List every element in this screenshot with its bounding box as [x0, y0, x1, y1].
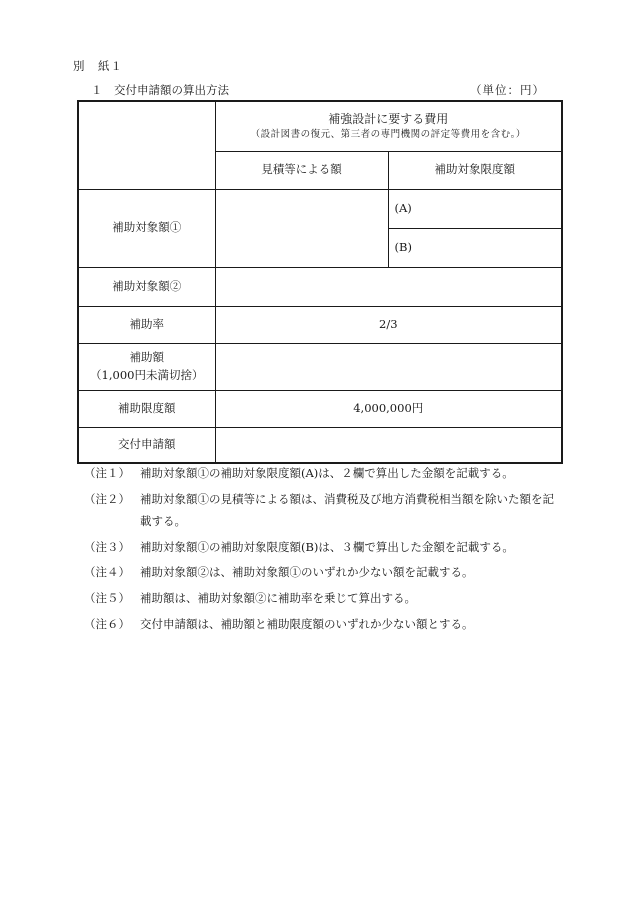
note-text: 補助額は、補助対象額②に補助率を乗じて算出する。	[140, 591, 416, 606]
note-item	[84, 489, 564, 533]
row-amount-line1: 補助額	[129, 350, 164, 365]
note-label: （注１）	[84, 466, 130, 480]
note-label: （注５）	[84, 591, 130, 606]
row-apply-label: 交付申請額	[78, 427, 215, 463]
cost-subheader: （設計図書の復元、第三者の専門機関の評定等費用を含む。）	[250, 129, 526, 141]
note-label: （注６）	[84, 617, 130, 632]
rate-value: 2/3	[215, 306, 562, 343]
row-max-label: 補助限度額	[78, 390, 215, 427]
notes-list	[84, 463, 564, 640]
attachment-label: 別 紙１	[73, 59, 123, 73]
note-text: 補助対象額①の見積等による額は、消費税及び地方消費税相当額を除いた額を記載する。	[140, 491, 554, 528]
cost-header: 補強設計に要する費用	[328, 112, 449, 127]
note-text: 交付申請額は、補助額と補助限度額のいずれか少ない額とする。	[140, 617, 474, 632]
note-label: （注４）	[84, 565, 130, 580]
note-item	[84, 614, 564, 636]
row-amount-line2: （1,000円未満切捨）	[90, 367, 204, 382]
note-item	[84, 463, 564, 485]
row-target1-label: 補助対象額①	[78, 189, 215, 267]
unit-label: （単位：円）	[470, 83, 545, 97]
row-target2-label: 補助対象額②	[78, 267, 215, 306]
col-limit-header: 補助対象限度額	[388, 151, 562, 189]
section-title: １ 交付申請額の算出方法	[91, 83, 229, 97]
amount-value-cell	[215, 343, 562, 390]
apply-value-cell	[215, 427, 562, 463]
target1-estimate-cell	[215, 189, 388, 267]
note-text: 補助対象額①の補助対象限度額(A)は、２欄で算出した金額を記載する。	[140, 466, 514, 480]
target2-value-cell	[215, 267, 562, 306]
note-text: 補助対象額②は、補助対象額①のいずれか少ない額を記載する。	[140, 565, 474, 580]
limit-b-cell: (B)	[388, 228, 562, 267]
calculation-table	[77, 100, 563, 464]
note-item	[84, 537, 564, 559]
note-item	[84, 588, 564, 610]
cost-header-cell	[215, 101, 562, 151]
note-label: （注２）	[84, 491, 130, 506]
col-estimate-header: 見積等による額	[215, 151, 388, 189]
note-label: （注３）	[84, 539, 130, 554]
note-text: 補助対象額①の補助対象限度額(B)は、３欄で算出した金額を記載する。	[140, 539, 514, 554]
max-value: 4,000,000円	[215, 390, 562, 427]
note-item	[84, 562, 564, 584]
limit-a-cell: (A)	[388, 189, 562, 228]
corner-cell	[78, 101, 215, 189]
row-amount-label	[78, 343, 215, 390]
row-rate-label: 補助率	[78, 306, 215, 343]
